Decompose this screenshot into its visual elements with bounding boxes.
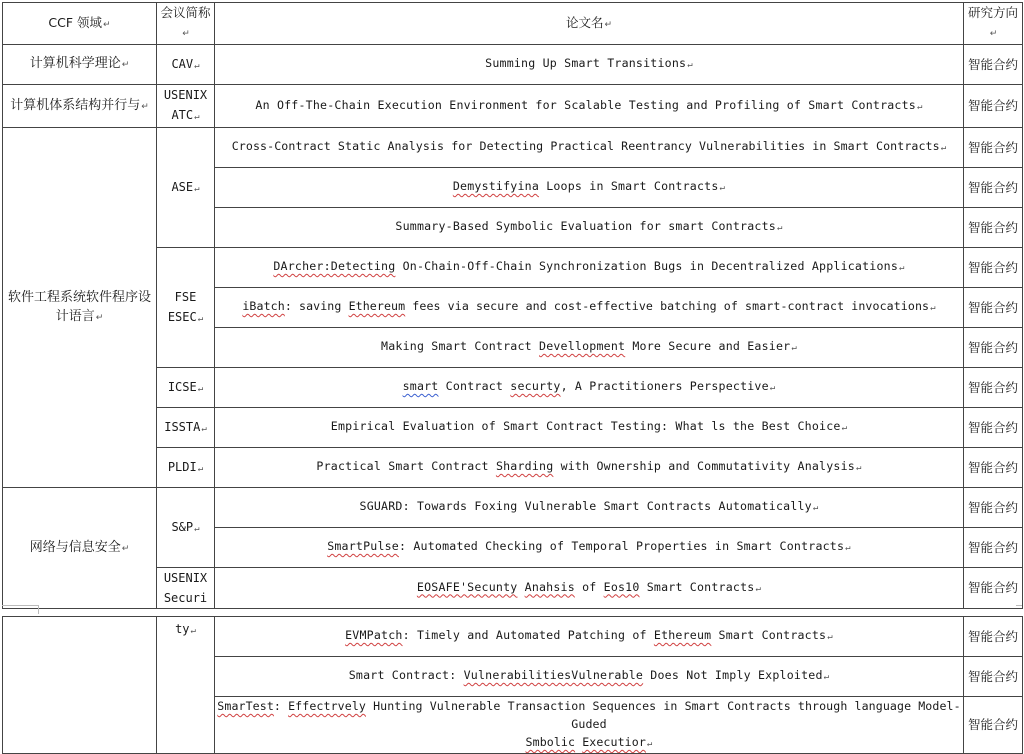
paper-title: SmartPulse: Automated Checking of Temporal Properties in Smart Contracts ↵ (215, 528, 964, 568)
paper-title: Cross-Contract Static Analysis for Detecting Practical Reentrancy Vulnerabilities in Smart Contracts ↵ (215, 128, 964, 168)
paper-title: Smart Contract: VulnerabilitiesVulnerable Does Not Imply Exploited ↵ (215, 657, 964, 697)
paper-title: Summary-Based Symbolic Evaluation for smart Contracts ↵ (215, 208, 964, 248)
paper-title: smart Contract securty, A Practitioners Perspective ↵ (215, 368, 964, 408)
header-conference: 会议简称 ↵ (157, 3, 215, 45)
direction-cell: 智能合约 (964, 568, 1023, 609)
conf-sp: S&P ↵ (157, 488, 215, 568)
group-security-continued (3, 617, 157, 754)
conf-pldi: PLDI ↵ (157, 448, 215, 488)
group-security: 网络与信息安全 ↵ (3, 488, 157, 609)
conf-issta: ISSTA ↵ (157, 408, 215, 448)
paper-title: Demystifyina Loops in Smart Contracts ↵ (215, 168, 964, 208)
conf-icse: ICSE ↵ (157, 368, 215, 408)
header-paper-title: 论文名 ↵ (215, 3, 964, 45)
conf-usenix-atc: USENIX ATC ↵ (157, 85, 215, 128)
direction-cell: 智能合约 (964, 528, 1023, 568)
paper-title: SmarTest: Effectrvely Hunting Vulnerable Transaction Sequences in Smart Contracts through language Model-Guded Smbolic Executior ↵ (215, 697, 964, 754)
table-row (3, 488, 1023, 528)
header-row (3, 3, 1023, 45)
direction-cell: 智能合约 (964, 328, 1023, 368)
direction-cell: 智能合约 (964, 408, 1023, 448)
paper-title: iBatch: saving Ethereum fees via secure and cost-effective batching of smart-contract invocations ↵ (215, 288, 964, 328)
direction-cell: 智能合约 (964, 248, 1023, 288)
direction-cell: 智能合约 (964, 208, 1023, 248)
paper-title: Summing Up Smart Transitions ↵ (215, 45, 964, 85)
direction-cell: 智能合约 (964, 448, 1023, 488)
table-row (3, 128, 1023, 168)
direction-cell: 智能合约 (964, 85, 1023, 128)
conf-fse-esec: FSE ESEC ↵ (157, 248, 215, 368)
direction-cell: 智能合约 (964, 45, 1023, 85)
conf-ase: ASE ↵ (157, 128, 215, 248)
direction-cell: 智能合约 (964, 488, 1023, 528)
group-se: 软件工程系统软件程序设计语言 ↵ (3, 128, 157, 488)
direction-cell: 智能合约 (964, 697, 1023, 754)
header-ccf-field: CCF 领域 ↵ (3, 3, 157, 45)
direction-cell: 智能合约 (964, 128, 1023, 168)
direction-cell: 智能合约 (964, 617, 1023, 657)
direction-cell: 智能合约 (964, 288, 1023, 328)
table-row (3, 85, 1023, 128)
page-break (0, 605, 1024, 615)
paper-title: An Off-The-Chain Execution Environment for Scalable Testing and Profiling of Smart Contracts ↵ (215, 85, 964, 128)
group-theory: 计算机科学理论 ↵ (3, 45, 157, 85)
paper-title: EOSAFE'Secunty Anahsis of Eos10 Smart Contracts ↵ (215, 568, 964, 609)
paper-title: EVMPatch: Timely and Automated Patching of Ethereum Smart Contracts ↵ (215, 617, 964, 657)
direction-cell: 智能合约 (964, 368, 1023, 408)
paper-title: Making Smart Contract Devellopment More Secure and Easier ↵ (215, 328, 964, 368)
paper-title: SGUARD: Towards Foxing Vulnerable Smart Contracts Automatically ↵ (215, 488, 964, 528)
direction-cell: 智能合约 (964, 657, 1023, 697)
conf-cav: CAV ↵ (157, 45, 215, 85)
paper-table-page-1 (2, 2, 1023, 609)
paper-title: Empirical Evaluation of Smart Contract Testing: What ls the Best Choice ↵ (215, 408, 964, 448)
conf-usenix-security: USENIX Securi (157, 568, 215, 609)
table-row (3, 45, 1023, 85)
paper-title: DArcher:Detecting On-Chain-Off-Chain Synchronization Bugs in Decentralized Applications ↵ (215, 248, 964, 288)
header-direction: 研究方向 ↵ (964, 3, 1023, 45)
direction-cell: 智能合约 (964, 168, 1023, 208)
paper-title: Practical Smart Contract Sharding with Ownership and Commutativity Analysis ↵ (215, 448, 964, 488)
table-row (3, 617, 1023, 657)
group-arch: 计算机体系结构并行与 ↵ (3, 85, 157, 128)
conf-usenix-security-continued: ty ↵ (157, 617, 215, 754)
paper-table-page-2 (2, 616, 1023, 754)
